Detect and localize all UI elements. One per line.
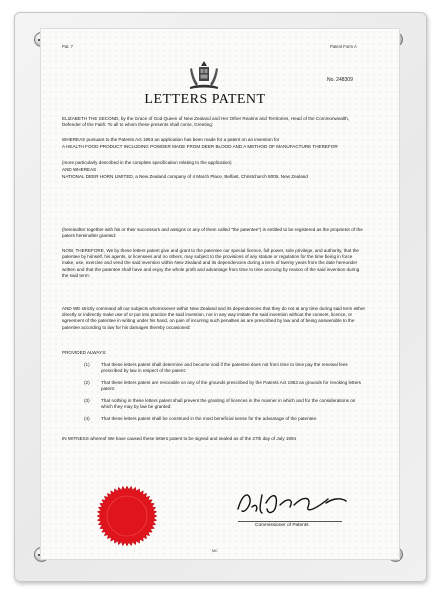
proviso-number: (2) (84, 380, 90, 385)
form-label-right: Patent Form A (330, 44, 357, 49)
proviso-text: That nothing in these letters patent shall prevent the granting of licences in the manner in which and for the considerations on which they may by law be granted: (101, 398, 356, 410)
witness-paragraph: IN WITNESS whereof We have caused these letters patent to be signed and sealed as of the 27th day of July 1994 (62, 436, 297, 441)
form-number-left: Pat. 7 (62, 44, 73, 49)
greeting-paragraph: ELIZABETH THE SECOND, by the Grace of God Queen of New Zealand and Her Other Realms and Territories, Head of the Commonwealth, Defender of the Faith: To all to whom these presents shall come, Greeting: (62, 116, 350, 128)
whereas-paragraph: WHEREAS pursuant to the Patents Act 1953 an application has been made for a patent on an invention for (62, 137, 280, 142)
commissioner-label: Commissioner of Patents (255, 523, 309, 528)
specification-note: (more particularly described in the complete specification relating to the application) (62, 160, 232, 165)
proviso-text: That these letters patent are revocable on any of the grounds prescribed by the Patents Act 1953 as grounds for revoking letters patent: (101, 380, 361, 392)
proviso-number: (1) (84, 362, 90, 367)
proviso-text: That these letters patent shall be construed in the most beneficial sense for the advantage of the patentee. (101, 416, 318, 421)
signature-line (238, 521, 342, 522)
coat-of-arms-icon (184, 60, 224, 92)
red-wax-seal-icon (96, 485, 158, 547)
applicant-details: NATIONAL DEER HORN LIMITED, a New Zealand company of 4 March Place, Belfast, Christchurch 8005, New Zealand (62, 174, 308, 179)
patent-number: No. 248309 (327, 77, 353, 83)
proviso-text: That these letters patent shall determine and become void if the patentee does not from time to time pay the renewal fees prescribed by law in respect of the patent: (101, 362, 348, 374)
invention-title: A HEALTH FOOD PRODUCT INCLUDING POWDER MADE FROM DEER BLOOD AND A METHOD OF MANUFACTURE THEREFOR (62, 144, 338, 149)
and-whereas-label: AND WHEREAS (62, 167, 97, 172)
footer-code: MC (212, 549, 218, 553)
and-we-paragraph: AND WE strictly command all our subjects whomsoever within New Zealand and its dependencies that they do not at any time during said term either directly or indirectly make use of or put into practice the said invention, nor in any way imitate the said invention without the consent, licence, or agreement of the patentee in writing under his hand, on pain of incurring such penalties as are prescribed by law and of being answerable to the patentee according to law for his damages thereby occasioned: (62, 306, 366, 330)
commissioner-signature (232, 485, 352, 519)
page-title: LETTERS PATENT (144, 92, 266, 107)
provided-always-heading: PROVIDED ALWAYS: (62, 350, 107, 355)
proviso-number: (3) (84, 398, 90, 403)
now-therefore-paragraph: NOW, THEREFORE, We by these letters patent give and grant to the patentee our special licence, full power, sole privilege, and authority, that the patentee by himself, his agents, or licensees and no others, may subject to the provisions of any statute or regulation for the time being in force make, use, exercise and vend the said invention within New Zealand and its dependencies during a term of twenty years from the date hereunder written and that the patentee shall have and enjoy the whole profit and advantage from time to time accruing by reason of the said invention during the said term: (62, 248, 360, 278)
proviso-number: (4) (84, 416, 90, 421)
hereinafter-paragraph: (hereinafter together with his or their successors and assigns or any of them called "the patentee") is entitled to be registered as the proprietor of the patent hereinafter granted: (62, 227, 363, 239)
